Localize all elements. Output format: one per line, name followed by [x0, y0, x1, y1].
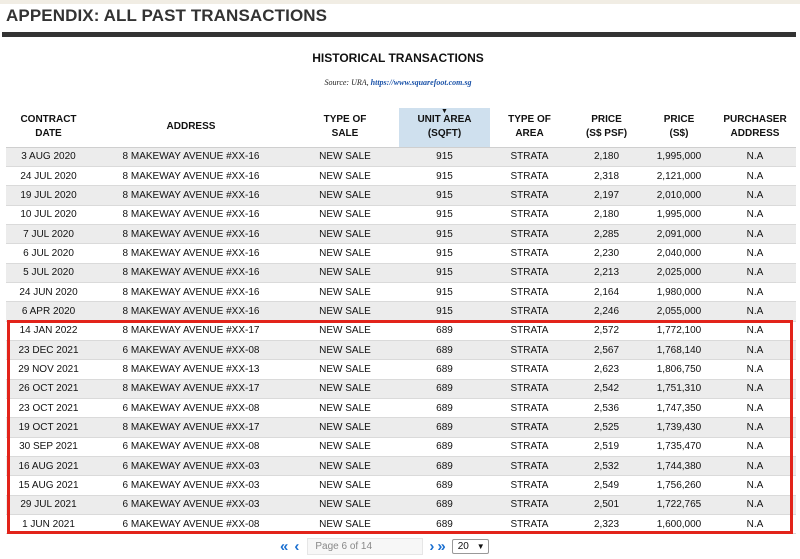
cell-contract-date: 5 JUL 2020 [6, 263, 91, 282]
cell-purchaser-address: N.A [714, 398, 796, 417]
table-row[interactable] [6, 166, 796, 185]
cell-price-psf: 2,213 [569, 263, 644, 282]
cell-price-psf: 2,542 [569, 379, 644, 398]
cell-type-of-sale: NEW SALE [291, 398, 399, 417]
table-row[interactable] [6, 360, 796, 379]
cell-price-psf: 2,323 [569, 515, 644, 534]
cell-purchaser-address: N.A [714, 263, 796, 282]
cell-purchaser-address: N.A [714, 302, 796, 321]
cell-address: 6 MAKEWAY AVENUE #XX-08 [91, 398, 291, 417]
cell-price: 1,995,000 [644, 205, 714, 224]
table-row[interactable] [6, 515, 796, 534]
cell-unit-area: 915 [399, 166, 490, 185]
cell-contract-date: 23 DEC 2021 [6, 340, 91, 359]
table-row[interactable] [6, 398, 796, 417]
cell-price: 2,010,000 [644, 186, 714, 205]
col-header-unit-area[interactable]: ▼ UNIT AREA (SQFT) [399, 108, 490, 147]
rows-per-page-select[interactable] [452, 539, 489, 554]
cell-address: 8 MAKEWAY AVENUE #XX-16 [91, 263, 291, 282]
cell-contract-date: 19 OCT 2021 [6, 418, 91, 437]
cell-type-of-sale: NEW SALE [291, 205, 399, 224]
cell-price-psf: 2,180 [569, 147, 644, 166]
source-line [0, 78, 796, 87]
cell-address: 6 MAKEWAY AVENUE #XX-08 [91, 515, 291, 534]
cell-type-of-sale: NEW SALE [291, 495, 399, 514]
cell-contract-date: 29 JUL 2021 [6, 495, 91, 514]
cell-price-psf: 2,285 [569, 224, 644, 243]
cell-address: 8 MAKEWAY AVENUE #XX-16 [91, 282, 291, 301]
cell-price: 2,121,000 [644, 166, 714, 185]
cell-price: 2,091,000 [644, 224, 714, 243]
cell-address: 8 MAKEWAY AVENUE #XX-13 [91, 360, 291, 379]
cell-type-of-area: STRATA [490, 476, 569, 495]
table-row[interactable] [6, 437, 796, 456]
section-title: HISTORICAL TRANSACTIONS [312, 51, 484, 65]
table-row[interactable] [6, 147, 796, 166]
cell-type-of-area: STRATA [490, 186, 569, 205]
cell-address: 8 MAKEWAY AVENUE #XX-16 [91, 166, 291, 185]
cell-contract-date: 15 AUG 2021 [6, 476, 91, 495]
cell-purchaser-address: N.A [714, 495, 796, 514]
cell-purchaser-address: N.A [714, 340, 796, 359]
table-row[interactable] [6, 186, 796, 205]
cell-type-of-area: STRATA [490, 398, 569, 417]
cell-unit-area: 689 [399, 398, 490, 417]
cell-price: 1,980,000 [644, 282, 714, 301]
cell-address: 8 MAKEWAY AVENUE #XX-16 [91, 302, 291, 321]
cell-price: 1,735,470 [644, 437, 714, 456]
cell-contract-date: 23 OCT 2021 [6, 398, 91, 417]
cell-unit-area: 915 [399, 224, 490, 243]
col-header-price-psf[interactable]: PRICE (S$ PSF) [569, 108, 644, 147]
table-row[interactable] [6, 418, 796, 437]
cell-price: 2,040,000 [644, 244, 714, 263]
page-number-input[interactable]: Page 6 of 14 [307, 538, 423, 555]
pagination [280, 538, 489, 555]
cell-address: 8 MAKEWAY AVENUE #XX-16 [91, 224, 291, 243]
cell-purchaser-address: N.A [714, 224, 796, 243]
table-row[interactable] [6, 282, 796, 301]
cell-price-psf: 2,501 [569, 495, 644, 514]
cell-contract-date: 7 JUL 2020 [6, 224, 91, 243]
cell-price-psf: 2,572 [569, 321, 644, 340]
cell-type-of-sale: NEW SALE [291, 224, 399, 243]
cell-unit-area: 915 [399, 147, 490, 166]
cell-type-of-sale: NEW SALE [291, 186, 399, 205]
cell-type-of-area: STRATA [490, 147, 569, 166]
col-header-type-of-area[interactable]: TYPE OF AREA [490, 108, 569, 147]
cell-price-psf: 2,536 [569, 398, 644, 417]
cell-type-of-area: STRATA [490, 515, 569, 534]
cell-type-of-area: STRATA [490, 321, 569, 340]
cell-type-of-sale: NEW SALE [291, 166, 399, 185]
cell-unit-area: 689 [399, 418, 490, 437]
cell-type-of-area: STRATA [490, 166, 569, 185]
cell-contract-date: 10 JUL 2020 [6, 205, 91, 224]
cell-type-of-sale: NEW SALE [291, 282, 399, 301]
table-row[interactable] [6, 302, 796, 321]
cell-price: 1,751,310 [644, 379, 714, 398]
cell-type-of-sale: NEW SALE [291, 263, 399, 282]
chevron-right-icon[interactable]: › [429, 538, 435, 555]
cell-price-psf: 2,180 [569, 205, 644, 224]
cell-contract-date: 14 JAN 2022 [6, 321, 91, 340]
cell-unit-area: 915 [399, 282, 490, 301]
cell-purchaser-address: N.A [714, 457, 796, 476]
cell-price-psf: 2,230 [569, 244, 644, 263]
cell-address: 8 MAKEWAY AVENUE #XX-16 [91, 147, 291, 166]
cell-price: 2,025,000 [644, 263, 714, 282]
transactions-table [6, 108, 796, 534]
cell-type-of-sale: NEW SALE [291, 418, 399, 437]
table-row[interactable] [6, 476, 796, 495]
cell-unit-area: 689 [399, 340, 490, 359]
col-header-address[interactable]: ADDRESS [91, 108, 291, 147]
table-row[interactable] [6, 495, 796, 514]
cell-price: 1,772,100 [644, 321, 714, 340]
cell-type-of-area: STRATA [490, 379, 569, 398]
cell-unit-area: 915 [399, 302, 490, 321]
cell-purchaser-address: N.A [714, 360, 796, 379]
cell-unit-area: 689 [399, 360, 490, 379]
cell-type-of-area: STRATA [490, 224, 569, 243]
cell-contract-date: 19 JUL 2020 [6, 186, 91, 205]
cell-contract-date: 24 JUN 2020 [6, 282, 91, 301]
cell-address: 6 MAKEWAY AVENUE #XX-03 [91, 476, 291, 495]
double-chevron-left-icon[interactable]: « [280, 538, 289, 555]
cell-contract-date: 6 JUL 2020 [6, 244, 91, 263]
cell-contract-date: 16 AUG 2021 [6, 457, 91, 476]
cell-purchaser-address: N.A [714, 166, 796, 185]
cell-unit-area: 915 [399, 263, 490, 282]
cell-unit-area: 689 [399, 515, 490, 534]
cell-price-psf: 2,567 [569, 340, 644, 359]
table-header-row [6, 108, 796, 147]
cell-unit-area: 689 [399, 495, 490, 514]
cell-type-of-area: STRATA [490, 495, 569, 514]
cell-price-psf: 2,525 [569, 418, 644, 437]
cell-price: 1,995,000 [644, 147, 714, 166]
cell-unit-area: 915 [399, 205, 490, 224]
cell-contract-date: 26 OCT 2021 [6, 379, 91, 398]
cell-unit-area: 915 [399, 244, 490, 263]
cell-price: 1,768,140 [644, 340, 714, 359]
cell-purchaser-address: N.A [714, 379, 796, 398]
cell-type-of-area: STRATA [490, 360, 569, 379]
cell-type-of-sale: NEW SALE [291, 379, 399, 398]
cell-unit-area: 689 [399, 437, 490, 456]
col-header-type-of-sale[interactable]: TYPE OF SALE [291, 108, 399, 147]
cell-contract-date: 1 JUN 2021 [6, 515, 91, 534]
table-row[interactable] [6, 263, 796, 282]
col-header-purchaser-address[interactable]: PURCHASER ADDRESS [714, 108, 796, 147]
cell-contract-date: 24 JUL 2020 [6, 166, 91, 185]
source-prefix: Source: URA, [324, 78, 371, 87]
cell-type-of-area: STRATA [490, 302, 569, 321]
cell-address: 8 MAKEWAY AVENUE #XX-17 [91, 321, 291, 340]
cell-price-psf: 2,164 [569, 282, 644, 301]
cell-price: 1,739,430 [644, 418, 714, 437]
cell-price: 1,744,380 [644, 457, 714, 476]
chevron-down-icon: ▼ [476, 542, 485, 551]
cell-price: 1,806,750 [644, 360, 714, 379]
table-row[interactable] [6, 244, 796, 263]
sort-down-icon: ▼ [441, 108, 448, 115]
cell-price-psf: 2,532 [569, 457, 644, 476]
cell-purchaser-address: N.A [714, 205, 796, 224]
cell-type-of-sale: NEW SALE [291, 360, 399, 379]
cell-address: 6 MAKEWAY AVENUE #XX-03 [91, 457, 291, 476]
cell-address: 8 MAKEWAY AVENUE #XX-17 [91, 418, 291, 437]
col-header-price[interactable]: PRICE (S$) [644, 108, 714, 147]
cell-type-of-sale: NEW SALE [291, 457, 399, 476]
table-row[interactable] [6, 340, 796, 359]
page-title: APPENDIX: ALL PAST TRANSACTIONS [6, 6, 328, 25]
cell-address: 8 MAKEWAY AVENUE #XX-16 [91, 186, 291, 205]
cell-contract-date: 6 APR 2020 [6, 302, 91, 321]
cell-address: 8 MAKEWAY AVENUE #XX-16 [91, 244, 291, 263]
rows-per-page-value: 20 [457, 541, 469, 552]
cell-contract-date: 3 AUG 2020 [6, 147, 91, 166]
cell-unit-area: 689 [399, 379, 490, 398]
cell-purchaser-address: N.A [714, 186, 796, 205]
cell-type-of-sale: NEW SALE [291, 321, 399, 340]
cell-type-of-area: STRATA [490, 340, 569, 359]
cell-price: 1,756,260 [644, 476, 714, 495]
cell-address: 8 MAKEWAY AVENUE #XX-16 [91, 205, 291, 224]
cell-address: 6 MAKEWAY AVENUE #XX-03 [91, 495, 291, 514]
chevron-left-icon[interactable]: ‹ [294, 538, 300, 555]
cell-purchaser-address: N.A [714, 282, 796, 301]
cell-purchaser-address: N.A [714, 437, 796, 456]
table-row[interactable] [6, 224, 796, 243]
cell-type-of-area: STRATA [490, 418, 569, 437]
cell-unit-area: 915 [399, 186, 490, 205]
cell-purchaser-address: N.A [714, 147, 796, 166]
cell-unit-area: 689 [399, 321, 490, 340]
cell-price-psf: 2,549 [569, 476, 644, 495]
cell-type-of-area: STRATA [490, 205, 569, 224]
cell-unit-area: 689 [399, 457, 490, 476]
cell-type-of-area: STRATA [490, 282, 569, 301]
cell-contract-date: 29 NOV 2021 [6, 360, 91, 379]
cell-type-of-area: STRATA [490, 244, 569, 263]
title-divider [2, 32, 796, 37]
cell-type-of-area: STRATA [490, 437, 569, 456]
cell-purchaser-address: N.A [714, 244, 796, 263]
double-chevron-right-icon[interactable]: » [437, 538, 446, 555]
cell-price: 1,722,765 [644, 495, 714, 514]
cell-type-of-sale: NEW SALE [291, 147, 399, 166]
top-strip [0, 0, 800, 4]
cell-type-of-area: STRATA [490, 263, 569, 282]
cell-purchaser-address: N.A [714, 321, 796, 340]
cell-price-psf: 2,318 [569, 166, 644, 185]
cell-price-psf: 2,519 [569, 437, 644, 456]
source-link[interactable]: https://www.squarefoot.com.sg [370, 78, 472, 87]
cell-price-psf: 2,623 [569, 360, 644, 379]
table-row[interactable] [6, 205, 796, 224]
cell-contract-date: 30 SEP 2021 [6, 437, 91, 456]
cell-type-of-sale: NEW SALE [291, 244, 399, 263]
cell-purchaser-address: N.A [714, 476, 796, 495]
table-row[interactable] [6, 321, 796, 340]
col-header-contract-date[interactable]: CONTRACT DATE [6, 108, 91, 147]
cell-type-of-sale: NEW SALE [291, 340, 399, 359]
cell-address: 6 MAKEWAY AVENUE #XX-08 [91, 340, 291, 359]
cell-purchaser-address: N.A [714, 515, 796, 534]
cell-type-of-area: STRATA [490, 457, 569, 476]
cell-address: 6 MAKEWAY AVENUE #XX-08 [91, 437, 291, 456]
cell-price-psf: 2,246 [569, 302, 644, 321]
table-row[interactable] [6, 457, 796, 476]
cell-price-psf: 2,197 [569, 186, 644, 205]
cell-type-of-sale: NEW SALE [291, 437, 399, 456]
cell-price: 2,055,000 [644, 302, 714, 321]
table-row[interactable] [6, 379, 796, 398]
cell-type-of-sale: NEW SALE [291, 302, 399, 321]
cell-purchaser-address: N.A [714, 418, 796, 437]
cell-address: 8 MAKEWAY AVENUE #XX-17 [91, 379, 291, 398]
cell-price: 1,747,350 [644, 398, 714, 417]
cell-type-of-sale: NEW SALE [291, 515, 399, 534]
cell-unit-area: 689 [399, 476, 490, 495]
cell-price: 1,600,000 [644, 515, 714, 534]
cell-type-of-sale: NEW SALE [291, 476, 399, 495]
